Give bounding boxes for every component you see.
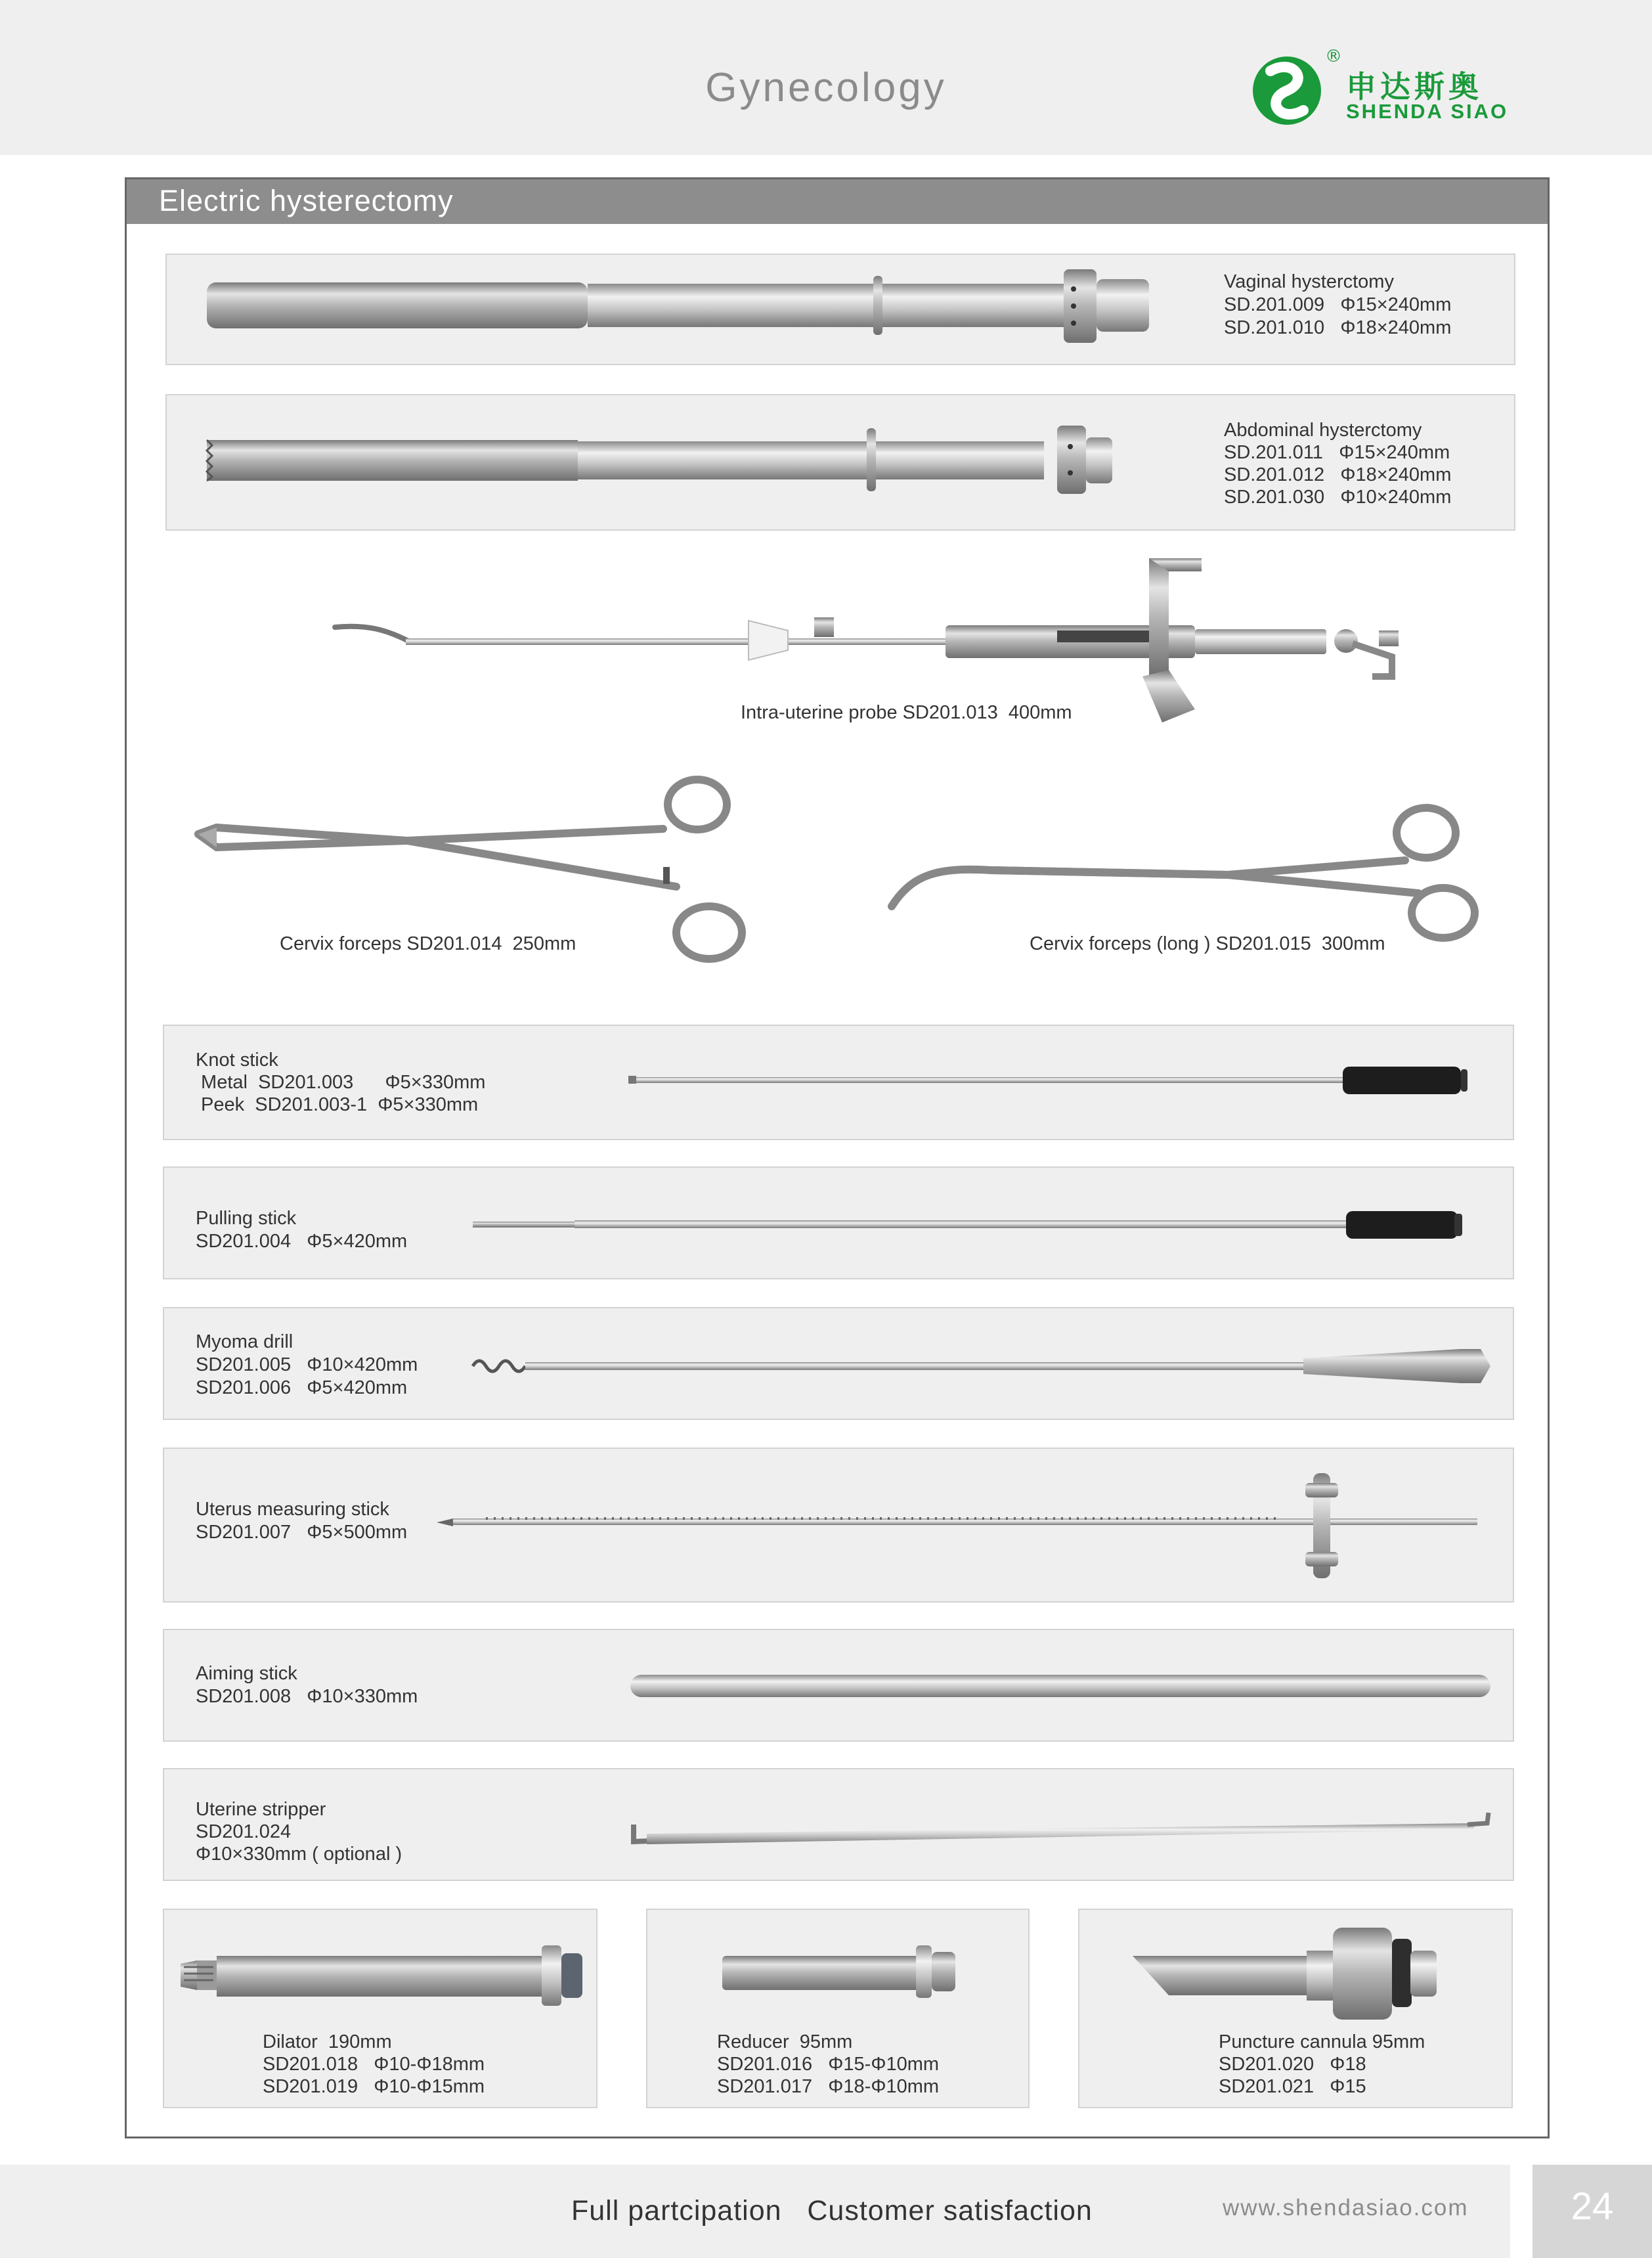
puncture-name: Puncture cannula 95mm bbox=[1219, 2031, 1425, 2052]
vaginal-hysterectomy-image bbox=[204, 263, 1188, 355]
myoma-drill-image bbox=[469, 1340, 1494, 1392]
uterine-stripper-spec-2: Φ10×330mm ( optional ) bbox=[196, 1844, 402, 1865]
section-title: Electric hysterectomy bbox=[159, 184, 454, 217]
dilator-spec-1: SD201.018 Φ10-Φ18mm bbox=[263, 2054, 485, 2075]
uterine-stripper-name: Uterine stripper bbox=[196, 1799, 326, 1820]
puncture-spec-2: SD201.021 Φ15 bbox=[1219, 2076, 1366, 2097]
abdominal-name: Abdominal hysterctomy bbox=[1224, 420, 1422, 441]
aiming-stick-spec-1: SD201.008 Φ10×330mm bbox=[196, 1686, 418, 1707]
cervix-forceps-long-image bbox=[886, 795, 1484, 946]
reducer-spec-1: SD201.016 Φ15-Φ10mm bbox=[717, 2054, 940, 2075]
puncture-spec-1: SD201.020 Φ18 bbox=[1219, 2054, 1366, 2075]
probe-caption: Intra-uterine probe SD201.013 400mm bbox=[741, 702, 1072, 723]
reducer-spec-2: SD201.017 Φ18-Φ10mm bbox=[717, 2076, 940, 2097]
myoma-drill-spec-2: SD201.006 Φ5×420mm bbox=[196, 1377, 408, 1398]
dilator-spec-2: SD201.019 Φ10-Φ15mm bbox=[263, 2076, 485, 2097]
page-number: 24 bbox=[1571, 2185, 1614, 2228]
vaginal-name: Vaginal hysterctomy bbox=[1224, 271, 1394, 292]
footer-slogan: Full partcipation Customer satisfaction bbox=[571, 2195, 1093, 2226]
uterus-measuring-spec-1: SD201.007 Φ5×500mm bbox=[196, 1522, 408, 1543]
uterus-measuring-stick-image bbox=[433, 1470, 1497, 1582]
uterine-stripper-spec-1: SD201.024 bbox=[196, 1821, 292, 1842]
abdominal-spec-1: SD.201.011 Φ15×240mm bbox=[1224, 442, 1450, 463]
footer-website[interactable]: www.shendasiao.com bbox=[1223, 2195, 1469, 2221]
knot-stick-name: Knot stick bbox=[196, 1050, 278, 1071]
aiming-stick-image bbox=[627, 1670, 1494, 1702]
pulling-stick-spec-1: SD201.004 Φ5×420mm bbox=[196, 1231, 408, 1252]
brand-mark-icon bbox=[1253, 56, 1321, 125]
uterine-stripper-image bbox=[627, 1806, 1494, 1852]
myoma-drill-spec-1: SD201.005 Φ10×420mm bbox=[196, 1354, 418, 1375]
knot-stick-spec-1: Metal SD201.003 Φ5×330mm bbox=[196, 1072, 486, 1093]
registered-mark: ® bbox=[1325, 47, 1342, 66]
puncture-cannula-image bbox=[1129, 1924, 1471, 2023]
uterus-measuring-name: Uterus measuring stick bbox=[196, 1499, 389, 1520]
aiming-stick-name: Aiming stick bbox=[196, 1663, 297, 1684]
dilator-name: Dilator 190mm bbox=[263, 2031, 392, 2052]
knot-stick-image bbox=[627, 1063, 1494, 1097]
pulling-stick-image bbox=[469, 1207, 1494, 1241]
brand-name-chinese: 申达斯奥 bbox=[1346, 69, 1483, 104]
abdominal-spec-3: SD.201.030 Φ10×240mm bbox=[1224, 487, 1452, 508]
reducer-name: Reducer 95mm bbox=[717, 2031, 853, 2052]
abdominal-spec-2: SD.201.012 Φ18×240mm bbox=[1224, 464, 1452, 485]
vaginal-spec-1: SD.201.009 Φ15×240mm bbox=[1224, 294, 1452, 315]
myoma-drill-name: Myoma drill bbox=[196, 1331, 293, 1352]
page-title: Gynecology bbox=[705, 65, 947, 110]
cervix-forceps-long-caption: Cervix forceps (long ) SD201.015 300mm bbox=[1030, 933, 1385, 954]
vaginal-spec-2: SD.201.010 Φ18×240mm bbox=[1224, 317, 1452, 338]
knot-stick-spec-2: Peek SD201.003-1 Φ5×330mm bbox=[196, 1094, 479, 1115]
reducer-image bbox=[716, 1937, 965, 2003]
pulling-stick-name: Pulling stick bbox=[196, 1208, 297, 1229]
dilator-image bbox=[177, 1931, 591, 2010]
abdominal-hysterectomy-image bbox=[204, 420, 1136, 499]
brand-name-english: SHENDA SIAO bbox=[1346, 100, 1509, 123]
cervix-forceps-caption: Cervix forceps SD201.014 250mm bbox=[280, 933, 576, 954]
